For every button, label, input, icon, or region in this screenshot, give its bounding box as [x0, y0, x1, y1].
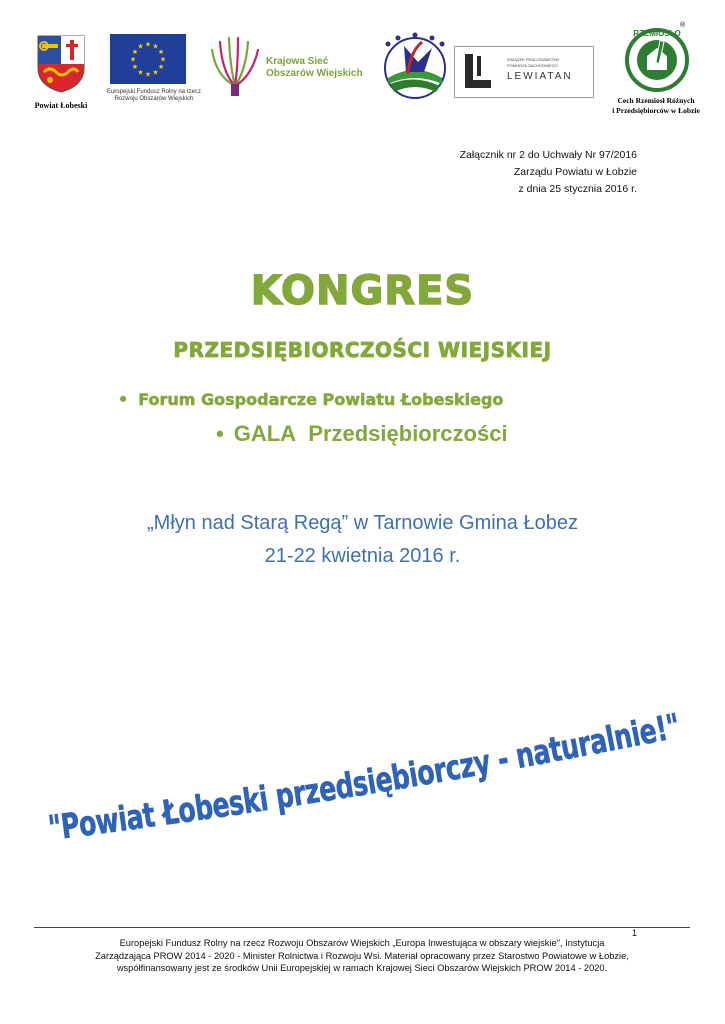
rzemioslo-emblem-icon: [622, 22, 692, 92]
annex-line1: Załącznik nr 2 do Uchwały Nr 97/2016: [459, 149, 637, 161]
footer-line3: współfinansowany jest ze środków Unii Europejskiej w ramach Krajowej Sieci Obszarów Wiejskich PROW 2014 - 2020.: [116, 963, 608, 973]
eu-star-icon: ★: [131, 49, 139, 56]
rzemioslo-arc-text: RZEMIOSŁO: [633, 29, 681, 38]
cech-line2: i Przedsiębiorców w Łobzie: [612, 106, 700, 115]
bullet-forum-text: Forum Gospodarcze Powiatu Łobeskiego: [138, 390, 504, 409]
main-title: KONGRES: [250, 268, 475, 314]
bullet-gala: [216, 421, 508, 447]
date-line: 21-22 kwietnia 2016 r.: [264, 545, 461, 567]
lewiatan-l-icon: [461, 52, 495, 92]
eu-star-icon: ★: [159, 56, 167, 64]
eu-star-icon: ★: [137, 69, 144, 77]
eu-flag-icon: [110, 34, 186, 84]
eu-star-icon: ★: [157, 64, 165, 71]
footer-divider: [34, 927, 690, 928]
coat-of-arms-icon: [30, 34, 92, 94]
ksow-logo: [206, 36, 376, 98]
cech-line1: Cech Rzemiosł Różnych: [617, 96, 695, 105]
slogan-wordart: [40, 705, 700, 875]
eu-caption-line2: Rozwoju Obszarów Wiejskich: [114, 96, 194, 102]
bullet-gala-bold: GALA: [233, 421, 297, 446]
cech-logo: [600, 22, 712, 118]
ksow-line2: Obszarów Wiejskich: [266, 68, 363, 79]
bullet-dot: •: [118, 390, 129, 409]
eu-star-icon: ★: [144, 71, 152, 79]
eu-star-icon: ★: [144, 41, 152, 49]
rural-emblem-icon: [378, 32, 452, 102]
eu-star-icon: ★: [129, 56, 137, 64]
bullet-gala-rest: Przedsiębiorczości: [308, 421, 508, 446]
subtitle: PRZEDSIĘBIORCZOŚCI WIEJSKIEJ: [173, 338, 552, 362]
bullet-forum: [118, 390, 503, 409]
slogan-svg: [40, 705, 700, 875]
eu-star-icon: ★: [137, 43, 144, 51]
eu-star-icon: ★: [157, 49, 165, 56]
lewiatan-small-line1: ZWIĄZEK PRACODAWCÓW: [507, 57, 560, 62]
tree-icon: [206, 36, 264, 98]
venue-line: „Młyn nad Starą Regą” w Tarnowie Gmina Łobez: [147, 512, 578, 534]
eu-caption-line1: Europejski Fundusz Rolny na rzecz: [106, 89, 202, 95]
footer-line2: Zarządzająca PROW 2014 - 2020 - Minister Rolnictwa i Rozwoju Wsi. Materiał opracowany przez Starostwo Powiatowe w Łobzie,: [95, 950, 629, 961]
footer-text: [34, 937, 690, 975]
powiat-caption: Powiat Łobeski: [34, 101, 88, 110]
lewiatan-logo: [454, 46, 594, 98]
footer-line1: Europejski Fundusz Rolny na rzecz Rozwoju Obszarów Wiejskich „Europa Inwestująca w obszary wiejskie", Instytucja: [119, 938, 605, 948]
powiat-lobeski-logo: [30, 34, 92, 110]
eu-star-icon: ★: [152, 69, 159, 77]
lewiatan-name: LEWIATAN: [507, 71, 573, 82]
slogan-text: [46, 705, 688, 849]
bullet-dot: •: [216, 421, 224, 446]
page-number: 1: [631, 928, 637, 938]
lewiatan-small-line2: POMORZA ZACHODNIEGO: [507, 63, 558, 68]
eu-star-icon: ★: [152, 43, 159, 51]
annex-line3: z dnia 25 stycznia 2016 r.: [518, 183, 637, 195]
eu-logo: [98, 34, 210, 106]
lgd-emblem-logo: [378, 32, 452, 102]
annex-note: [460, 147, 637, 198]
annex-line2: Zarządu Powiatu w Łobzie: [513, 166, 637, 178]
eu-star-icon: ★: [131, 64, 139, 71]
ksow-line1: Krajowa Sieć: [266, 56, 329, 67]
registered-mark: ®: [680, 22, 686, 29]
slogan-textpath: "Powiat Łobeski przedsiębiorczy - naturalnie!": [46, 705, 688, 849]
